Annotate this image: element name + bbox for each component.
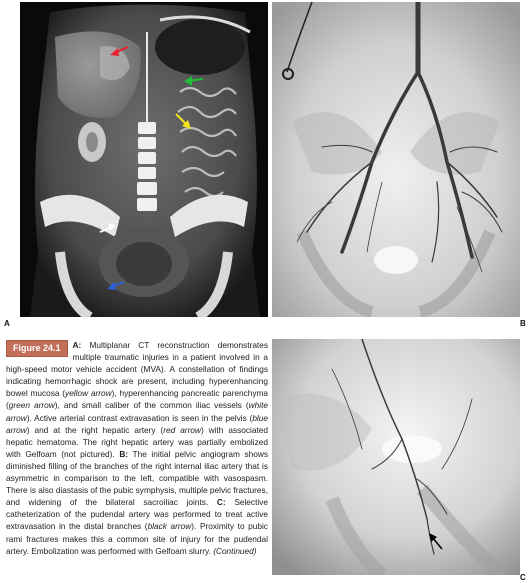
caption-segment: ), hyperenhancing pancreatic parenchyma ( [6, 388, 268, 411]
figure-caption [6, 339, 268, 557]
caption-segment: ) and at the right hepatic artery ( [26, 424, 164, 435]
ct-scan-image [20, 2, 268, 317]
caption-segment: B: [119, 448, 129, 459]
caption-segment: Multiplanar CT reconstruction demonstrates multiple traumatic injuries in a patient involved in a high-speed motor vehicle accident (MVA). A constellation of findings indicating hemorrhagic shock are present, including hyperenhancing bowel mucosa ( [6, 340, 268, 399]
caption-segment: yellow arrow [65, 388, 112, 399]
caption-segment: ). Proximity to pubic rami fractures makes this a common site of injury for the pudendal artery. Embolization was performed with Gelfoam slurry. [6, 521, 268, 556]
caption-segment: ). Active arterial contrast extravasation is seen in the pelvis ( [26, 412, 253, 423]
angiogram-image [272, 2, 520, 317]
panel-label-b: B [520, 319, 526, 328]
figure-badge: Figure 24.1 [6, 340, 68, 357]
ct-scan-panel [20, 2, 268, 317]
caption-segment: green arrow [8, 400, 55, 411]
caption-segment: red arrow [163, 424, 201, 435]
caption-segment: (Continued) [213, 545, 257, 556]
caption-segment: black arrow [147, 521, 192, 532]
angiogram-image [272, 339, 520, 575]
caption-segment: blue arrow [6, 412, 268, 435]
caption-segment: ), and small caliber of the common iliac vessels ( [54, 400, 249, 411]
caption-segment: C: [216, 497, 226, 508]
caption-segment: ) with associated hepatic hematoma. The right hepatic artery was partially embolized with Gelfoam (not pictured). [6, 424, 269, 459]
selective-angiogram-panel [272, 339, 520, 575]
caption-segment: Selective catheterization of the pudendal artery was performed to treat active extravasation in the distal branches ( [6, 497, 268, 532]
pelvic-angiogram-panel [272, 2, 520, 317]
panel-label-c: C [520, 573, 526, 582]
caption-segment: A: [72, 340, 82, 350]
caption-text [6, 340, 268, 556]
caption-segment: The initial pelvic angiogram shows diminished filling of the branches of the right internal iliac artery that is asymmetric in comparison to the left, compatible with vasospasm. There is also diastasis of the pubic symphysis, multiple pelvic fractures, and widening of the bilateral sacroiliac joints. [6, 448, 268, 508]
panel-label-a: A [4, 319, 10, 328]
caption-segment: white arrow [6, 400, 268, 423]
